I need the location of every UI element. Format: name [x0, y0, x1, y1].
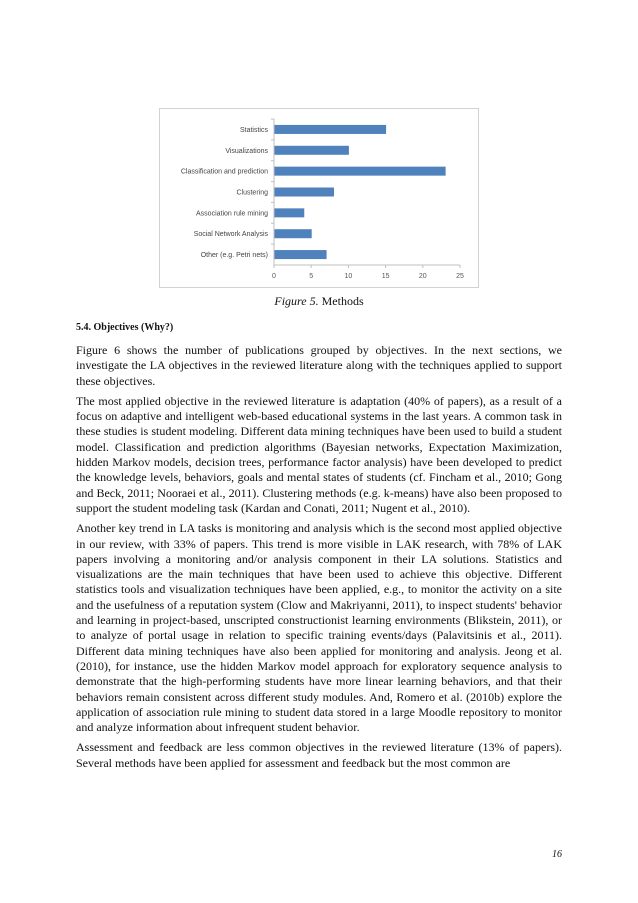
category-label: Statistics [239, 126, 268, 134]
section-heading: 5.4. Objectives (Why?) [76, 322, 174, 333]
category-label: Classification and prediction [180, 168, 268, 176]
bar [275, 167, 446, 176]
category-label: Other (e.g. Petri nets) [200, 252, 268, 260]
chart-canvas [160, 109, 478, 287]
figure-caption-label: Figure 5. [274, 294, 319, 308]
figure-caption [0, 294, 638, 309]
paragraph: The most applied objective in the reviewed literature is adaptation (40% of papers), as a result of a focus on adaptive and intelligent web-based educational systems in the last years. A common task in these studies is student modeling. Different data mining techniques have been used to build a student model. Classification and prediction algorithms (Bayesian networks, Expectation Maximization, hidden Markov models, decision trees, performance factor analysis) have been developed to predict the knowledge levels, behaviors, goals and mental states of students (cf. Fincham et al., 2010; Gong and Beck, 2011; Nooraei et al., 2011). Clustering methods (e.g. k-means) have also been proposed to support the student modeling task (Kardan and Conati, 2011; Nugent et al., 2010). [76, 393, 562, 515]
bar [275, 250, 327, 259]
x-tick-label: 10 [344, 273, 353, 280]
x-tick-label: 15 [381, 273, 390, 280]
bar [275, 146, 349, 155]
paragraph: Figure 6 shows the number of publications grouped by objectives. In the next sections, we investigate the LA objectives in the reviewed literature along with the techniques applied to support these objectives. [76, 343, 562, 388]
bar [275, 188, 335, 197]
figure-caption-text: Methods [321, 294, 364, 308]
bar [275, 229, 312, 238]
body-text [76, 343, 562, 776]
paragraph: Assessment and feedback are less common objectives in the reviewed literature (13% of papers). Several methods have been applied for assessment and feedback but the most common are [76, 740, 562, 770]
paragraph: Another key trend in LA tasks is monitoring and analysis which is the second most applied objective in our review, with 33% of papers. This trend is more visible in LAK research, with 78% of LAK papers involving a monitoring and/or analysis component in their LA solutions. Statistics and visualizations are the main techniques that have been used to achieve this objective. Different statistics tools and visualization techniques have been applied, e.g., to monitor the activity on a site and the usefulness of a reputation system (Clow and Makriyanni, 2011), to inspect students' behavior and learning in project-based, unscripted constructionist learning environments (Blikstein, 2011), or to analyze of portal usage in relation to specific training events/days (Palavitsinis et al., 2011). Different data mining techniques have also been applied for monitoring and analysis. Jeong et al. (2010), for instance, use the hidden Markov model approach for exploratory sequence analysis to demonstrate that the high-performing students have more linear learning behaviors, and that their behaviors remain consistent across different study modules. And, Romero et al. (2010b) explore the application of association rule mining to student data stored in a large Moodle repository to monitor and analyze information about infrequent student behavior. [76, 521, 562, 735]
category-label: Clustering [236, 189, 268, 197]
category-label: Visualizations [225, 147, 268, 155]
x-tick-label: 20 [418, 273, 427, 280]
bar [275, 208, 305, 217]
x-tick-label: 0 [272, 273, 276, 280]
bar [275, 125, 387, 134]
methods-bar-chart [159, 108, 479, 288]
category-label: Social Network Analysis [193, 231, 268, 239]
category-label: Association rule mining [196, 210, 268, 218]
page-number: 16 [552, 849, 562, 860]
x-tick-label: 5 [309, 273, 314, 280]
x-tick-label: 25 [456, 273, 464, 280]
